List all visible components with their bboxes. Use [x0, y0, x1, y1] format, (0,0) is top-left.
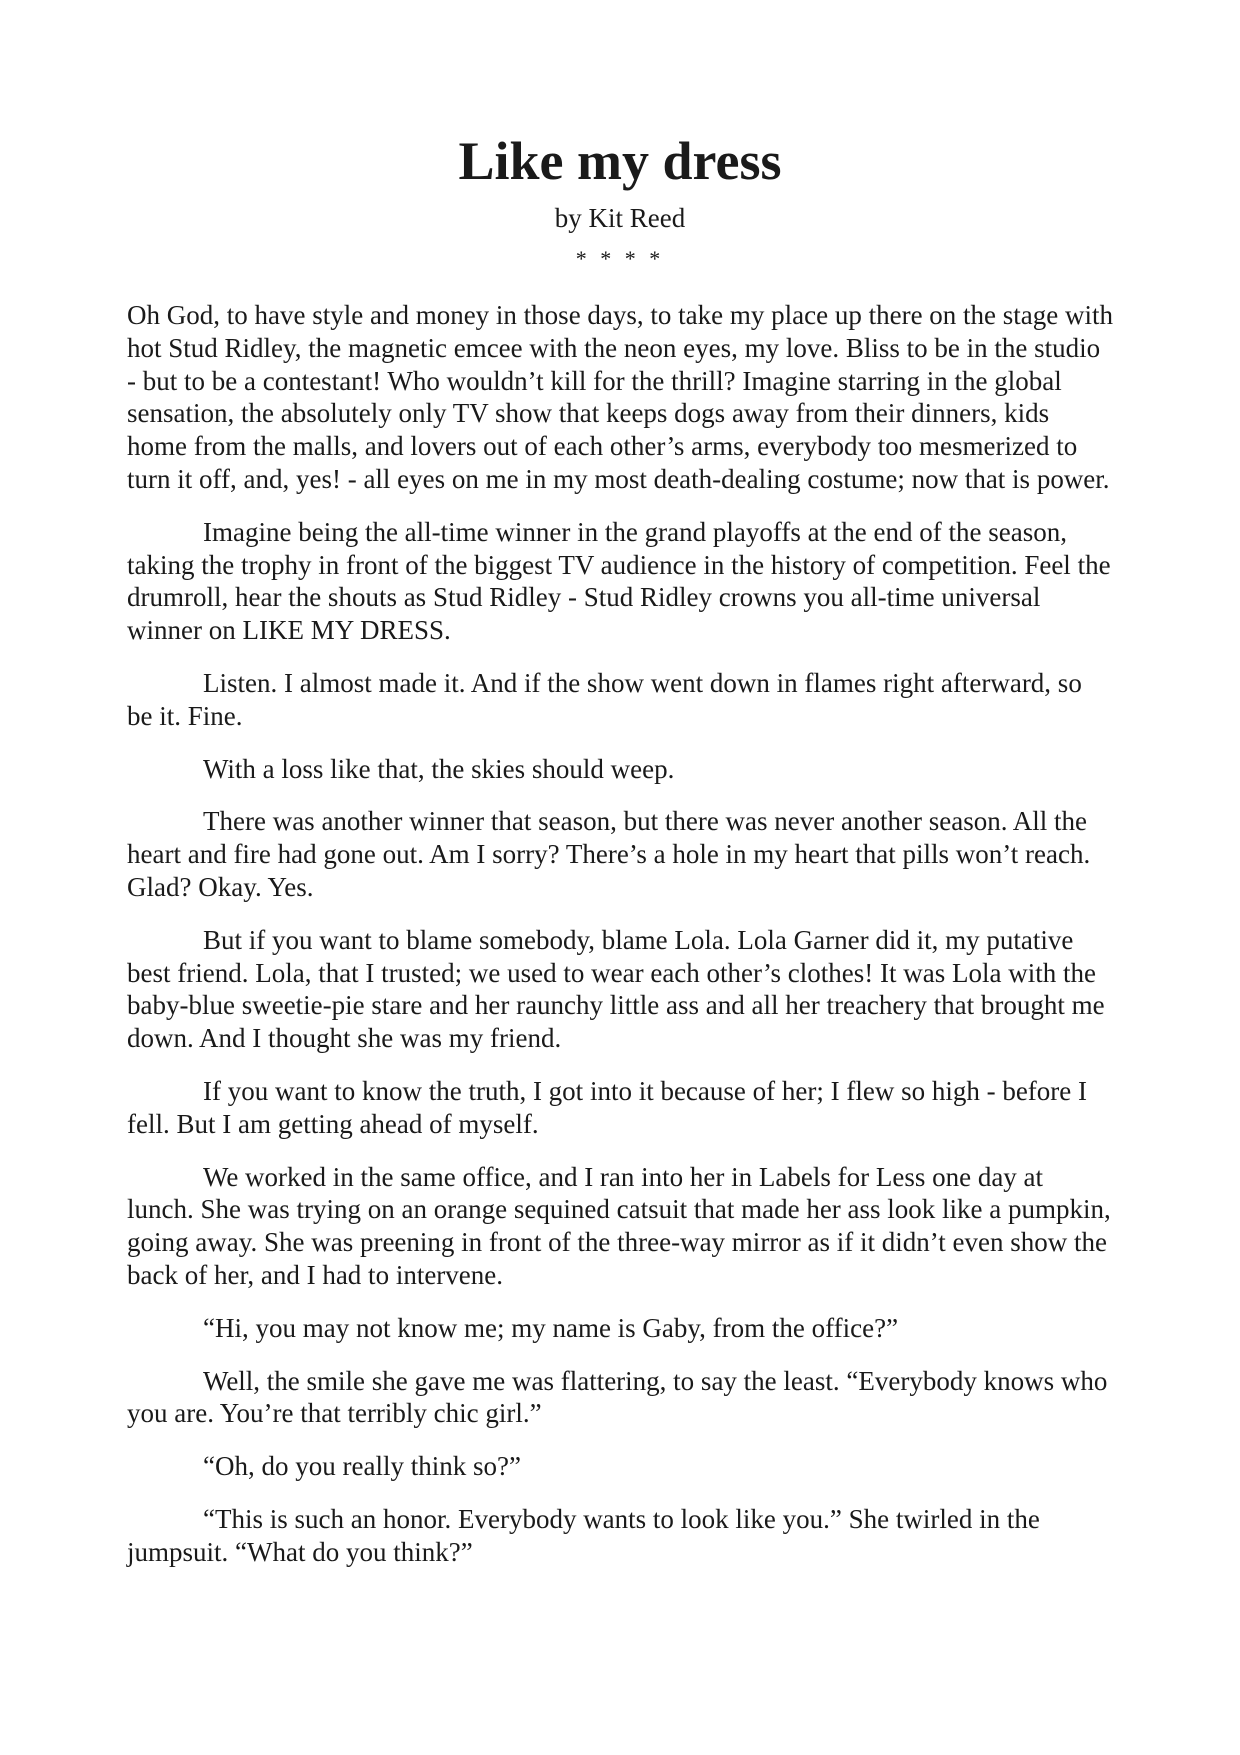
paragraph: Well, the smile she gave me was flattering, to say the least. “Everybody knows who you are. You’re that terribly chic girl.”: [127, 1365, 1108, 1429]
paragraph: Imagine being the all-time winner in the grand playoffs at the end of the season, taking the trophy in front of the biggest TV audience in the history of competition. Feel the drumroll, hear the shouts as Stud Ridley - Stud Ridley crowns you all-time universal winner on LIKE MY DRESS.: [127, 516, 1111, 646]
paragraph: Oh God, to have style and money in those days, to take my place up there on the stage with hot Stud Ridley, the magnetic emcee with the neon eyes, my love. Bliss to be in the studio - but to be a contestant! Who wouldn’t kill for the thrill? Imagine starring in the global sensation, the absolutely only TV show that keeps dogs away from their dinners, kids home from the malls, and lovers out of each other’s arms, everybody too mesmerized to turn it off, and, yes! - all eyes on me in my most death-dealing costume; now that is power.: [127, 300, 1114, 494]
paragraph: Listen. I almost made it. And if the show went down in flames right afterward, so be it. Fine.: [127, 667, 1082, 731]
author-byline: by Kit Reed: [554, 203, 686, 233]
section-separator: * * * *: [575, 246, 665, 271]
paragraph: “This is such an honor. Everybody wants to look like you.” She twirled in the jumpsuit. “What do you think?”: [127, 1503, 1040, 1567]
paragraph: We worked in the same office, and I ran into her in Labels for Less one day at lunch. She was trying on an orange sequined catsuit that made her ass look like a pumpkin, going away. She was preening in front of the three-way mirror as if it didn’t even show the back of her, and I had to intervene.: [127, 1161, 1111, 1290]
paragraph: But if you want to blame somebody, blame Lola. Lola Garner did it, my putative best friend. Lola, that I trusted; we used to wear each other’s clothes! It was Lola with the baby-blue sweetie-pie stare and her raunchy little ass and all her treachery that brought me down. And I thought she was my friend.: [127, 924, 1105, 1054]
paragraph: “Oh, do you really think so?”: [203, 1451, 521, 1482]
story-body: [127, 299, 1113, 1589]
story-title: Like my dress: [458, 131, 782, 191]
paragraph: “Hi, you may not know me; my name is Gaby, from the office?”: [203, 1312, 899, 1343]
paragraph: There was another winner that season, but there was never another season. All the heart and fire had gone out. Am I sorry? There’s a hole in my heart that pills won’t reach. Glad? Okay. Yes.: [127, 806, 1091, 902]
paragraph: With a loss like that, the skies should weep.: [203, 753, 675, 784]
paragraph: If you want to know the truth, I got into it because of her; I flew so high - before I fell. But I am getting ahead of myself.: [127, 1075, 1088, 1139]
